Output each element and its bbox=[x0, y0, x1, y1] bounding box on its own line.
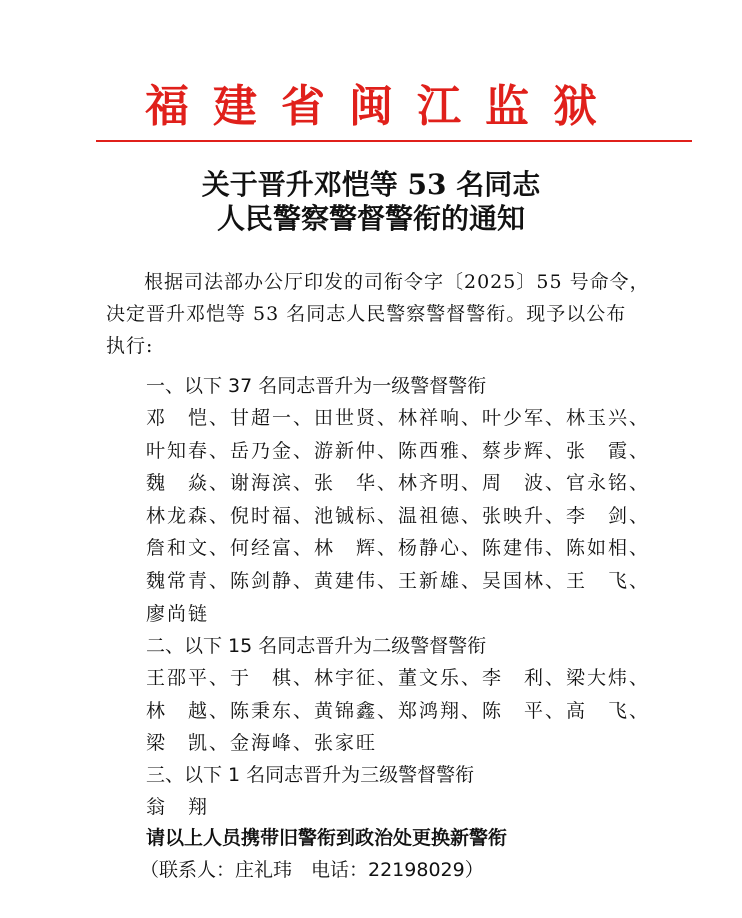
section-1-names bbox=[146, 402, 706, 630]
title-line-1: 关于晋升邓恺等 53 名同志 bbox=[201, 168, 541, 201]
name-row: 林 越、陈秉东、黄锦鑫、郑鸿翔、陈 平、高 飞、 bbox=[146, 699, 651, 722]
contact-wrap bbox=[140, 854, 700, 886]
intro-line-3: 执行: bbox=[106, 335, 154, 357]
section-3-heading-wrap bbox=[146, 759, 706, 791]
intro-paragraph bbox=[106, 266, 696, 362]
section-2-heading-wrap bbox=[146, 630, 706, 662]
document-title bbox=[0, 168, 742, 236]
title-line-2: 人民警察警督警衔的通知 bbox=[216, 202, 525, 235]
closing-instruction: 请以上人员携带旧警衔到政治处更换新警衔 bbox=[146, 827, 508, 849]
section-3-heading: 三、以下 1 名同志晋升为三级警督警衔 bbox=[146, 764, 475, 786]
name-row: 詹和文、何经富、林 辉、杨静心、陈建伟、陈如相、 bbox=[146, 537, 651, 560]
name-row: 翁 翔 bbox=[146, 796, 210, 818]
name-row: 邓 恺、甘超一、田世贤、林祥响、叶少军、林玉兴、 bbox=[146, 407, 651, 429]
name-row: 林龙森、倪时福、池铖标、温祖德、张映升、李 剑、 bbox=[146, 504, 651, 527]
name-row: 王邵平、于 棋、林宇征、董文乐、李 利、梁大炜、 bbox=[146, 667, 651, 689]
closing-wrap bbox=[146, 822, 706, 854]
section-3-names bbox=[146, 791, 706, 824]
masthead: 福建省闽江监狱 bbox=[145, 81, 621, 132]
intro-line-1: 根据司法部办公厅印发的司衔令字〔2025〕55 号命令， bbox=[144, 271, 650, 293]
section-2-names bbox=[146, 662, 706, 760]
header-divider bbox=[96, 140, 692, 142]
intro-line-2: 决定晋升邓恺等 53 名同志人民警察警督警衔。现予以公布 bbox=[106, 303, 627, 325]
contact-info: （联系人：庄礼玮 电话：22198029） bbox=[140, 859, 484, 881]
name-row: 魏 焱、谢海滨、张 华、林齐明、周 波、官永铭、 bbox=[146, 472, 651, 495]
name-row: 叶知春、岳乃金、游新仲、陈西雅、蔡步辉、张 霞、 bbox=[146, 439, 651, 462]
name-row: 廖尚链 bbox=[146, 602, 210, 625]
section-2-heading: 二、以下 15 名同志晋升为二级警督警衔 bbox=[146, 635, 487, 657]
section-1-heading: 一、以下 37 名同志晋升为一级警督警衔 bbox=[146, 375, 487, 397]
name-row: 魏常青、陈剑静、黄建伟、王新雄、吴国林、王 飞、 bbox=[146, 569, 651, 592]
section-1-heading-wrap bbox=[146, 370, 706, 402]
name-row: 梁 凯、金海峰、张家旺 bbox=[146, 732, 378, 755]
